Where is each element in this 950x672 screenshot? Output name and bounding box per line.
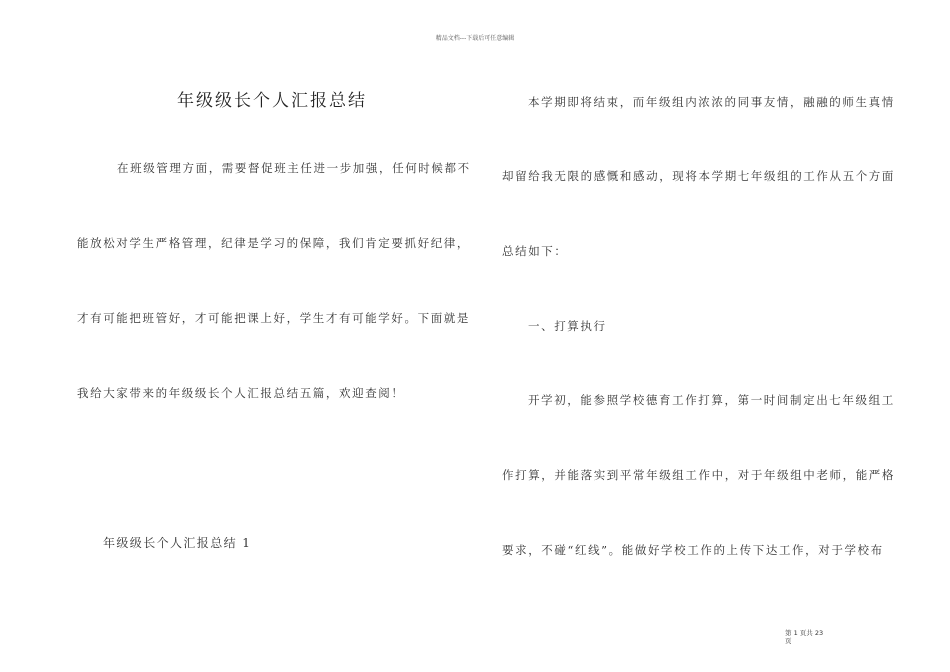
- section-subtitle: 年级级长个人汇报总结 1: [103, 536, 252, 550]
- section-heading: 一、打算执行: [528, 319, 607, 333]
- paragraph-line: 在班级管理方面，需要督促班主任进一步加强，任何时候都不: [117, 161, 471, 175]
- paragraph-line: 能放松对学生严格管理，纪律是学习的保障，我们肯定要抓好纪律，: [77, 236, 470, 250]
- paragraph-line: 才有可能把班管好，才可能把课上好，学生才有可能学好。下面就是: [77, 311, 470, 325]
- paragraph-line: 开学初，能参照学校德育工作打算，第一时间制定出七年级组工: [528, 393, 895, 407]
- paragraph-line: 本学期即将结束，而年级组内浓浓的同事友情，融融的师生真情: [528, 95, 895, 109]
- header-watermark: 精品文档---下载后可任意编辑: [435, 35, 515, 42]
- page-number-continued: 页: [785, 637, 792, 645]
- document-title: 年级级长个人汇报总结: [177, 91, 367, 111]
- paragraph-line: 却留给我无限的感慨和感动，现将本学期七年级组的工作从五个方面: [502, 169, 895, 183]
- paragraph-line: 要求，不碰“红线”。能做好学校工作的上传下达工作，对于学校布: [502, 543, 884, 557]
- page-number: 第 1 页共 23: [785, 629, 824, 637]
- paragraph-line: 总结如下：: [502, 244, 568, 258]
- paragraph-line: 作打算，并能落实到平常年级组工作中，对于年级组中老师，能严格: [502, 468, 895, 482]
- paragraph-line: 我给大家带来的年级级长个人汇报总结五篇，欢迎查阅！: [77, 386, 405, 400]
